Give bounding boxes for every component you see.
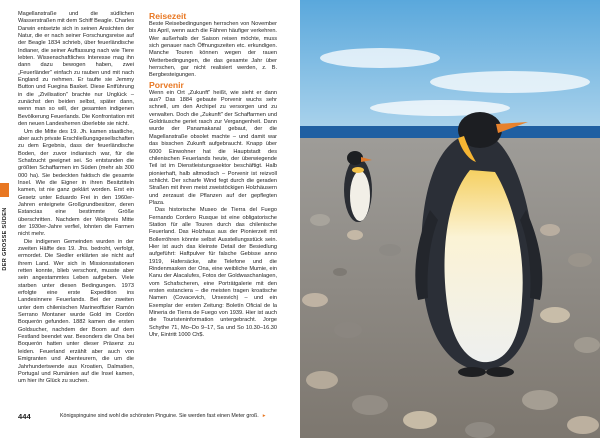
caption-arrow-icon: ▸ bbox=[262, 413, 266, 419]
photo-caption: Königspinguine sind wohl die schönsten Pinguine. Sie werden fast einen Meter groß. ▸ bbox=[60, 413, 266, 419]
paragraph: Um die Mitte des 19. Jh. kamen staatliche, aber auch private Erschließungsgesellschaften zu dem Ergebnis, dass der feuerländische Boden, der zuvor indianisch war, für die Schafzucht geeignet sei. So entstanden die größten Schaffarmen im Süden (mehr als 300 000 ha). Sie bedeckten faktisch die gesamte Insel. Wie die Eigner in ihren Besitztiteln kamen, ist nie ganz geklärt worden. Erst ein Gesetz unter Eduardo Frei in den 1960er-Jahren enteignete Großgrundbesitzer, deren Estancias eine bestimmte Größe überschritten. Nachdem der Wollpreis Mitte der 1930er-Jahre verfiel, lohnten die Farmen nicht mehr. bbox=[18, 128, 134, 238]
paragraph: Die indigenen Gemeinden wurden in der zweiten Hälfte des 19. Jhs. bedroht, verfolgt, ermordet. Die Siedler erklärten sie nicht auf ihrem Land. Wer sich in Missionsstationen retten konnte, blieb verschont, musste aber sein angestammtes Leben aufgeben. Viele starben unter diesen Bedingungen. 1973 erfolgte eine erste Expedition ins Landesinnere Feuerlands. Bei der zweiten unter dem chilenischen Marineoffizier Ramón Serrano Montaner wurde Gold im Cordón Boquerón gefunden. 1882 kamen die ersten Goldsucher, nachdem der Boom auf dem Festland beendet war. Besonders die Ona bei Boquerón hatten unter dieser Präsenz zu leiden. Feuerland erzählt aber auch von Emigranten und Abenteurern, die um die Jahrhundertwende aus Kroatien, Dalmatien, Portugal und Rumänien auf die Insel kamen, um hier ihr Glück zu suchen. bbox=[18, 238, 134, 385]
chapter-label: DER GROSSE SÜDEN bbox=[2, 207, 8, 271]
paragraph: Magellanstraße und die südlichen Wasserstraßen mit dem Schiff Beagle. Charles Darwin entsetzte sich in seinen Ansichten der Natur, die er nach seiner Forschungsreise auf der Beagle 1834 schrieb, über feuerländische Indianer, die seiner Auffassung nach wie Tiere lebten. Wissenschaftliches Interesse mag ihn dann dazu bewogen haben, zwei „Feuerländer" einfach zu rauben und mit nach England zu nehmen. Er taufte sie Jemmy Button und Fuegina Basket. Diese Entführung in die „Zivilisation" brachte nur Unglück – zunächst den beiden selbst, später dann, wenn man so will, der gesamten indigenen Bevölkerung Feuerlands. Die Konfrontation mit den neuen Landesherren überlebte sie nicht. bbox=[18, 11, 134, 128]
paragraph-reisezeit: Beste Reisebedingungen herrschen von November bis April, wenn auch die Fähren häufiger verkehren. Wer außerhalb der Saison reisen möchte, muss sich genauer nach Öffnungszeiten etc. erkundigen. Manche Touren können wegen der rauen Wetterbedingungen, die das gesamte Jahr über herrschen, gar nicht realisiert werden, z. B. Bergbesteigungen. bbox=[149, 21, 277, 79]
chapter-color-marker bbox=[0, 183, 9, 197]
king-penguin-photo bbox=[300, 0, 600, 438]
text-column-right bbox=[149, 11, 277, 339]
page-number: 444 bbox=[18, 412, 31, 421]
sea bbox=[300, 126, 600, 140]
heading-reisezeit: Reisezeit bbox=[149, 11, 187, 21]
chapter-side-tab bbox=[0, 183, 9, 283]
text-column-left bbox=[18, 11, 134, 386]
paragraph: Wenn ein Ort „Zukunft" heißt, wie sieht er dann aus? Das 1884 gebaute Porvenir wuchs sehr schnell, um den Archipel zu versorgen und zu verwalten. Doch die „Zukunft" der Schaffarmen und Goldräusche geriet rasch zur Vergangenheit. Dann wurde der Panamakanal gebaut, der die Magellanstraße obsolet machte – und damit war das bisschen Zukunft aufgebraucht. Knapp über 6000 Einwohner hat die Hauptstadt des chilenischen Feuerlands heute, der überwiegende Teil ist im Dienstleistungssektor beschäftigt. Halb pionierhaft, halb altmodisch – Porvenir ist reizvoll schlicht. Der scharfe Wind fegt durch die geraden Straßen mit ihren meist zweistöckigen Holzhäusern und zerzaust die Pflanzen auf der gepflegten Plaza. bbox=[149, 89, 277, 206]
paragraph: Das historische Museo de Tierra del Fuego Fernando Cordero Rusque ist eine obligatorische Station für alle Touren durch das chilenische Feuerland. Das Holzhaus aus der Pionierzeit mit Bollerröhren könnte selbst Ausstellungsstück sein. Hier ist auch das kleinste Detail der Besiedlung aufgeführt: Haftpulver für falsche Gebisse anno 1919, Hafersäcke, alte Telefone und die Rindenmasken der Ona, eine weibliche Mumie, ein Kanu der Alacalufes, Fotos der Goldwaschanlagen, vom Schafscheren, eine Porträtgalerie mit den ersten estanciera – die meisten tragen kroatische Namen (Covacevich, Ursesvich) – und ein Exemplar der ersten Zeitung: Boletín Oficial de la Mineria de Tierra de Fuego von 1939. Hier ist auch die Touristeninformation untergebracht. Jorge Schythe 71, Mo–Do 9–17, Sa und So 10.30–16.30 Uhr, Eintritt 1000 Ch$. bbox=[149, 207, 277, 339]
heading-porvenir: Porvenir bbox=[149, 79, 184, 90]
